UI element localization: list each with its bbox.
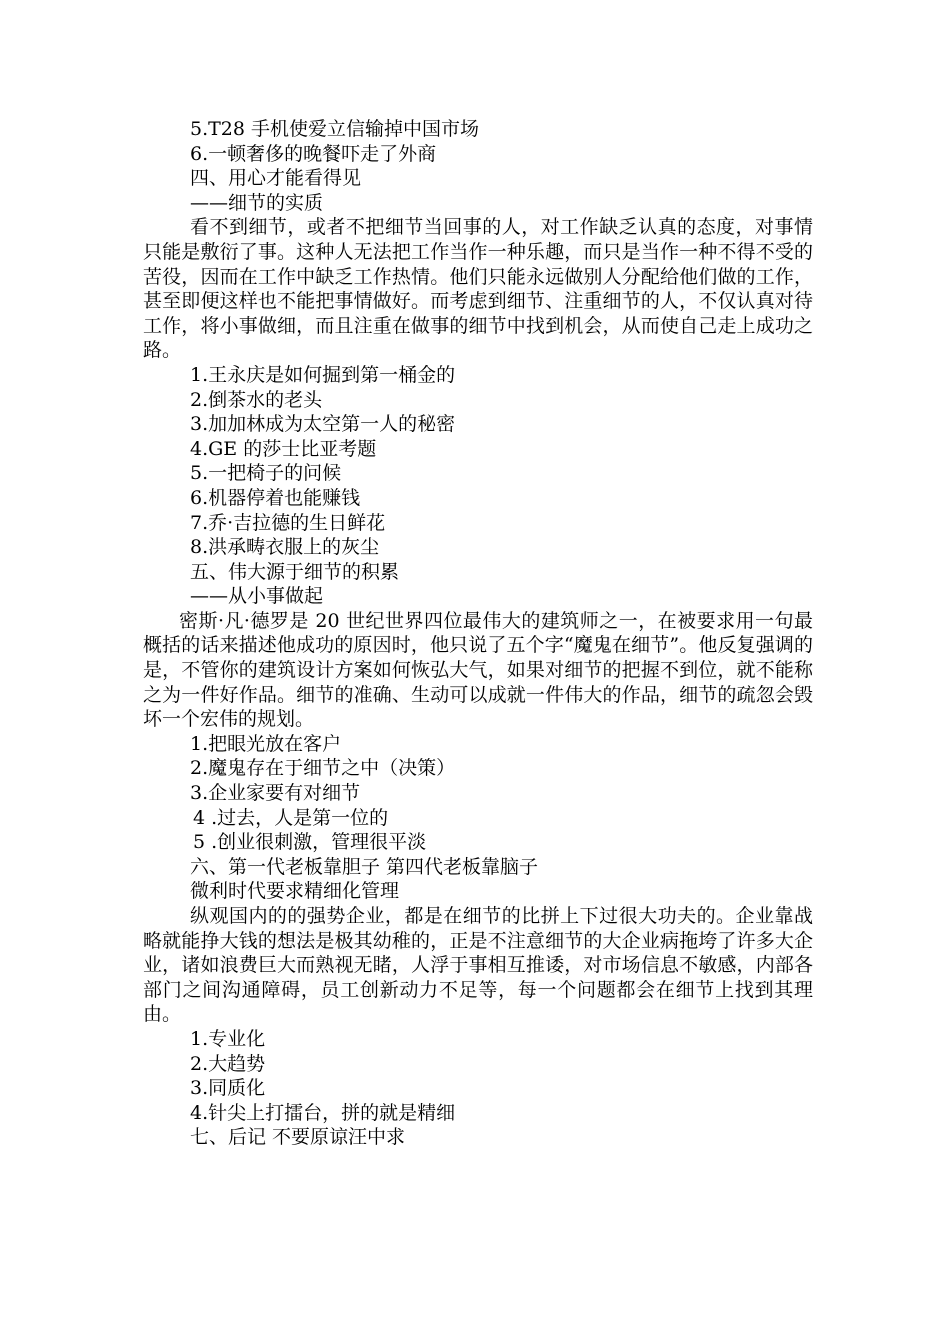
document-body (143, 117, 813, 1150)
list-item: 2.大趋势 (190, 1052, 266, 1075)
list-item: 4.GE 的莎士比亚考题 (190, 437, 377, 460)
list-item: 4 .过去，人是第一位的 (193, 806, 389, 829)
section-subheading: 微利时代要求精细化管理 (190, 880, 400, 903)
paragraph: 纵观国内的的强势企业，都是在细节的比拼上下过很大功夫的。企业靠战略就能挣大钱的想法是极其幼稚的，正是不注意细节的大企业病拖垮了许多大企业，诸如浪费巨大而熟视无睹，人浮于事相互推诿，对市场信息不敏感，内部各部门之间沟通障碍，员工创新动力不足等，每一个问题都会在细节上找到其理由。 (143, 905, 813, 1026)
section-subheading: ——从小事做起 (190, 585, 324, 608)
list-item: 1.专业化 (190, 1027, 266, 1050)
section-heading: 七、后记 不要原谅汪中求 (190, 1126, 406, 1149)
paragraph: 密斯·凡·德罗是 20 世纪世界四位最伟大的建筑师之一，在被要求用一句最概括的话来描述他成功的原因时，他只说了五个字“魔鬼在细节”。他反复强调的是，不管你的建筑设计方案如何恢弘大气，如果对细节的把握不到位，就不能称之为一件好作品。细节的准确、生动可以成就一件伟大的作品，细节的疏忽会毁坏一个宏伟的规划。 (143, 609, 813, 731)
list-item: 3.同质化 (190, 1077, 266, 1100)
list-item: 5.一把椅子的问候 (190, 462, 342, 485)
paragraph: 看不到细节，或者不把细节当回事的人，对工作缺乏认真的态度，对事情只能是敷衍了事。这种人无法把工作当作一种乐趣，而只是当作一种不得不受的苦役，因而在工作中缺乏工作热情。他们只能永远做别人分配给他们做的工作，甚至即便这样也不能把事情做好。而考虑到细节、注重细节的人，不仅认真对待工作，将小事做细，而且注重在做事的细节中找到机会，从而使自己走上成功之路。 (143, 216, 813, 362)
list-item: 3.企业家要有对细节 (190, 782, 361, 805)
section-heading: 五、伟大源于细节的积累 (190, 560, 400, 583)
section-heading: 六、第一代老板靠胆子 第四代老板靠脑子 (190, 855, 539, 878)
list-item: 1.王永庆是如何掘到第一桶金的 (190, 363, 456, 386)
list-item: 8.洪承畴衣服上的灰尘 (190, 536, 380, 559)
list-item: 6.机器停着也能赚钱 (190, 486, 361, 509)
list-item: 2.倒茶水的老头 (190, 388, 323, 411)
list-item: 2.魔鬼存在于细节之中（决策） (190, 757, 456, 780)
list-item: 7.乔·吉拉德的生日鲜花 (190, 511, 386, 534)
section-heading: 四、用心才能看得见 (190, 167, 362, 190)
list-item: 6.一顿奢侈的晚餐吓走了外商 (190, 142, 437, 165)
list-item: 5.T28 手机使爱立信输掉中国市场 (190, 118, 480, 140)
list-item: 5 .创业很刺激，管理很平淡 (193, 831, 427, 854)
list-item: 3.加加林成为太空第一人的秘密 (190, 413, 456, 436)
list-item: 4.针尖上打擂台，拼的就是精细 (190, 1101, 456, 1124)
list-item: 1.把眼光放在客户 (190, 732, 342, 755)
section-subheading: ——细节的实质 (190, 191, 324, 214)
